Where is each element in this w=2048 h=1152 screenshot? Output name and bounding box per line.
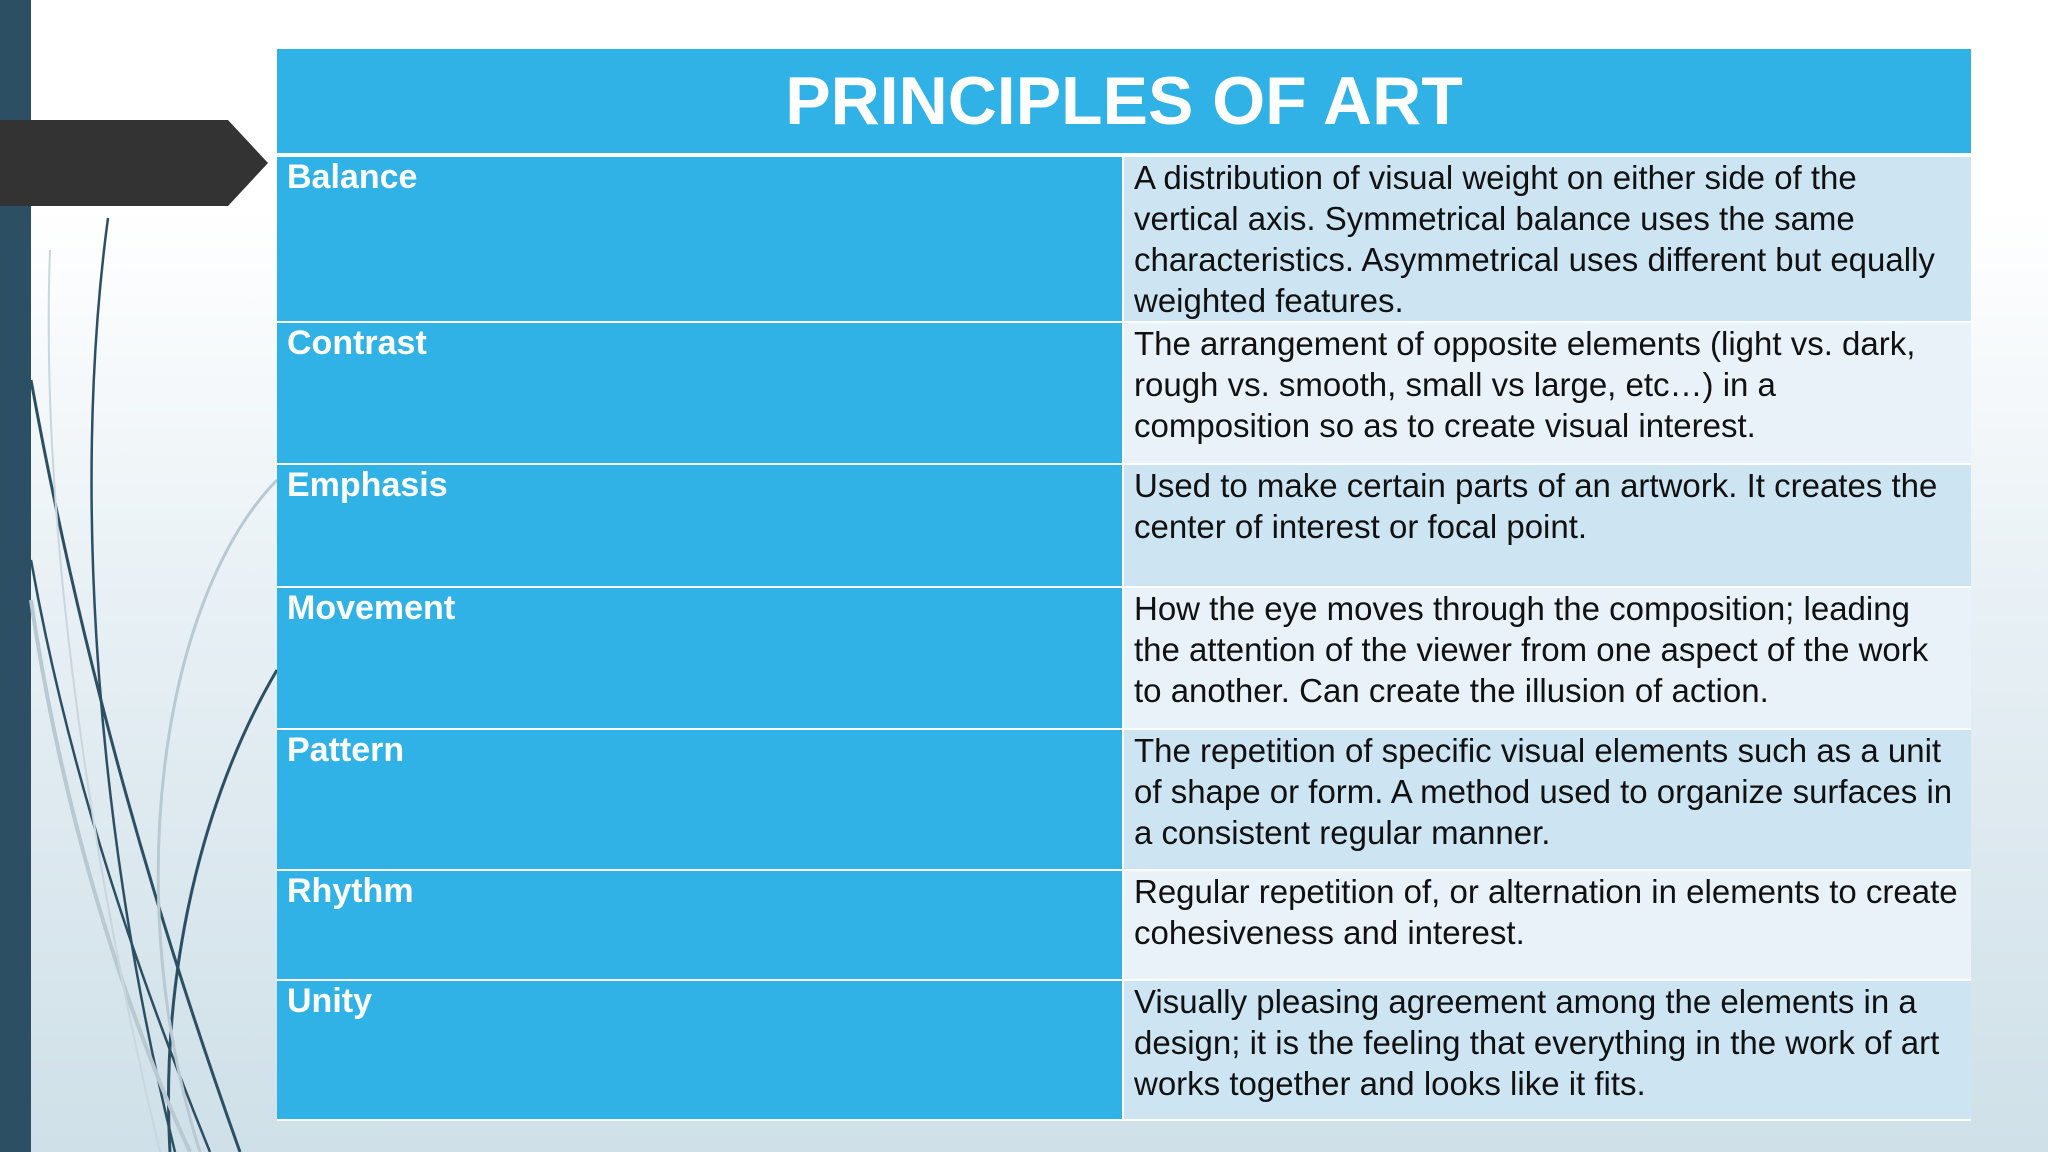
table-row: [277, 588, 1971, 730]
table-row: [277, 871, 1971, 981]
term-cell: Pattern: [277, 730, 1124, 871]
table-header-row: [277, 49, 1971, 157]
term-cell: Rhythm: [277, 871, 1124, 981]
definition-cell: A distribution of visual weight on either side of the vertical axis. Symmetrical balance uses the same characteristics. Asymmetrical uses different but equally weighted features.: [1124, 157, 1971, 323]
table-row: [277, 465, 1971, 588]
definition-cell: Regular repetition of, or alternation in elements to create cohesiveness and interest.: [1124, 871, 1971, 981]
definition-cell: The arrangement of opposite elements (light vs. dark, rough vs. smooth, small vs large, etc…) in a composition so as to create visual interest.: [1124, 323, 1971, 465]
term-cell: Contrast: [277, 323, 1124, 465]
slide-title: PRINCIPLES OF ART: [277, 49, 1971, 157]
table-row: [277, 157, 1971, 323]
definition-cell: Visually pleasing agreement among the elements in a design; it is the feeling that everything in the work of art works together and looks like it fits.: [1124, 981, 1971, 1121]
arrow-tab: [0, 120, 270, 206]
definition-cell: Used to make certain parts of an artwork. It creates the center of interest or focal point.: [1124, 465, 1971, 588]
definition-cell: How the eye moves through the composition; leading the attention of the viewer from one aspect of the work to another. Can create the illusion of action.: [1124, 588, 1971, 730]
table-row: [277, 981, 1971, 1121]
table-row: [277, 323, 1971, 465]
principles-table: [277, 49, 1971, 1121]
term-cell: Balance: [277, 157, 1124, 323]
table-row: [277, 730, 1971, 871]
definition-cell: The repetition of specific visual elements such as a unit of shape or form. A method used to organize surfaces in a consistent regular manner.: [1124, 730, 1971, 871]
term-cell: Unity: [277, 981, 1124, 1121]
term-cell: Movement: [277, 588, 1124, 730]
term-cell: Emphasis: [277, 465, 1124, 588]
